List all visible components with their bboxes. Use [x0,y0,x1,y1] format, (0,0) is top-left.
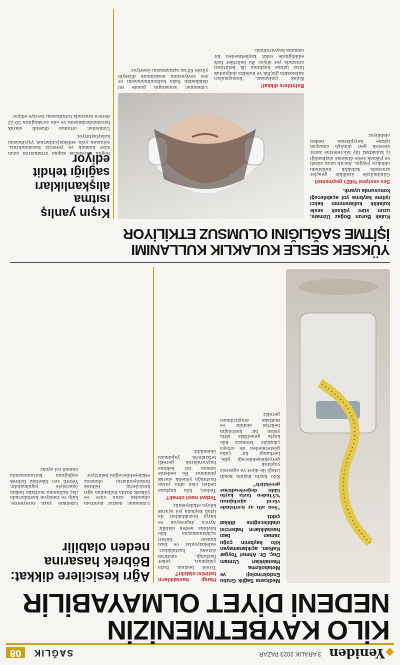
article1-body-p2: Tiroid bezinin fazla çalışması, şeker hastalığı, sindirim sistemi hastalıkları, enfeksiyonlar ve bazı kanser türleri açıklanamayan kilo kaybına neden olabilir. Ayrıca depresyon ve kaygı bozuklukları da iştah kaybına yol açarak kiloyu etkileyebilir. [158,502,216,569]
article1-body-p3: Tedavi, kilo kaybına neden olan altta yatan hastalığa yönelik olarak planlanır. Bu nedenle uzman bir hekime başvurularak gerekli tetkiklerin yapılması önemlidir. [158,447,216,493]
article1-subhead2: Tedavi nasıl olmalı? [166,493,216,500]
article1-column2 [158,267,216,583]
sidebar2-headline: Kışın yanlış ısıtma alışkanlıkları sağlığı tehdit ediyor [32,152,110,220]
article2-column1 [310,7,390,219]
article1-subhead1: Hangi hastalıkların belirtisi olabilir? [158,570,216,582]
article1-quote: "Son altı ay içerisinde vücut ağırlığının %5'inden fazla kaybı tıbbi değerlendirme gerektirir" [220,481,280,509]
sidebar1-headline: Ağrı kesicilere dikkat: Böbrek hasarına neden olabilir [10,540,150,584]
article2-headline-line2: İŞİTME SAĞLIĞINI OLUMSUZ ETKİLİYOR [123,225,390,241]
sidebar2-column [8,7,110,155]
sidebar2-body-p1: Soğuk havalarda kapalı ortamlarda uzun süre kalmak ve yetersiz havalandırma, solunum yolu enfeksiyonlarının yayılmasını kolaylaştırıyor. [8,133,110,155]
measuring-tape-scale-photo [286,269,390,583]
woman-with-headphones-photo [118,93,304,219]
section-tag: SAĞLIK [33,648,74,658]
article2-headline-line1: YÜKSEK SESLE KULAKLIK KULLANIMI [131,241,390,257]
logo-text: Yeniden [329,645,385,661]
sidebar1-column1 [84,267,150,505]
sidebar2-rule [113,9,114,219]
article1-headline-line1: KİLO KAYBETMENİZİN [107,615,390,645]
headphones-illustration [118,93,304,219]
article2-body-p2: Kulak çınlaması, konuşmaları anlamakta güçlük ve kulakta dolgunluk hissi işitme kaybının ilk belirtileri arasında yer alıyor. Bu belirtiler fark edildiğinde vakit kaybetmeden bir uzmana başvurulmalı. [214,47,304,81]
sidebar1-column2 [10,267,78,505]
newspaper-logo [329,646,394,661]
masthead [6,643,394,661]
article1-lead: Medicana Sağlık Grubu Endokrinoloji ve Metabolizma Hastalıkları Uzmanı Doç. Dr. Ahmet Toygar Kalkan, açıklanamayan kilo kaybının çoğu zaman bazı hastalıkların habercisi olabileceğine dikkat çekti. [220,512,280,583]
article2-subhead2: Belirtilere dikkat! [261,82,304,88]
issue-date: 3 ARALIK 2023 PAZAR [259,650,322,656]
article1-column1 [220,267,280,583]
article2-lead: Kulak Burun Boğaz Uzmanı, uzun süre yüksek sesle kulaklık kullanımının kalıcı işitme kaybına yol açabileceği konusunda uyardı. [310,187,390,219]
sidebar1-rule [153,267,154,583]
scale-illustration [286,269,390,583]
article2-body-p3: Uzmanlar, kulaklığın günde 60 dakikadan fazla kullanılmamasını ve ses seviyesinin maksimum düzeyin yüzde 60'ını aşmamasını öneriyor. [118,67,208,89]
logo-mark-icon: ◆ [385,646,394,660]
article2-subhead1: Ses seviyesi %60'ı geçmemeli [314,177,390,184]
article2-column3 [118,7,208,89]
sidebar1-body-p1: Uzmanlar, doktor kontrolü olmadan uzun süre ve yüksek dozda kullanılan ağrı kesicilerin böbrek fonksiyonlarını olumsuz etkileyebileceğini belirtiyor. [84,472,150,505]
section-divider [10,262,390,263]
article1-headline-line2: NEDENİ DİYET OLMAYABİLİR [22,588,390,618]
page-number: 08 [6,648,25,659]
article2-body-p1: Günümüzde özellikle gençler arasında kulaklık kullanımı oldukça yaygın. Ancak uzun süreli ve yüksek sesle dinleme alışkanlığı iç kulaktaki tüy hücrelerine zarar vererek geri dönüşü olmayan işitme kayıplarına neden olabiliyor. [310,132,390,177]
article2-column2 [214,7,304,89]
sidebar2-body-p2: Uzmanlar, ortamın düzenli olarak havalandırılmasını ve oda sıcaklığının 20-22 derece arasında tutulmasını tavsiye ediyor. [8,113,110,130]
article1-body-p1: Kilo kaybı kişinin kendi isteği ile diyet ve egzersiz yaparak gerçekleşebileceği gibi, herhangi bir çaba göstermeden de ortaya çıkabilir. İstemsiz kilo kaybı genellikle altta yatan bir hastalığın belirtisi olabilir ve mutlaka araştırılması gerekir. [220,411,280,478]
sidebar1-body-p2: Özellikle yaşlı bireylerde, kalp ve tansiyon hastalarında ilaç kullanımı mutlaka hekim önerisiyle yapılmalıdır. Yeterli sıvı tüketimi böbrek sağlığının korunmasında önemli rol oynar. [10,466,78,505]
